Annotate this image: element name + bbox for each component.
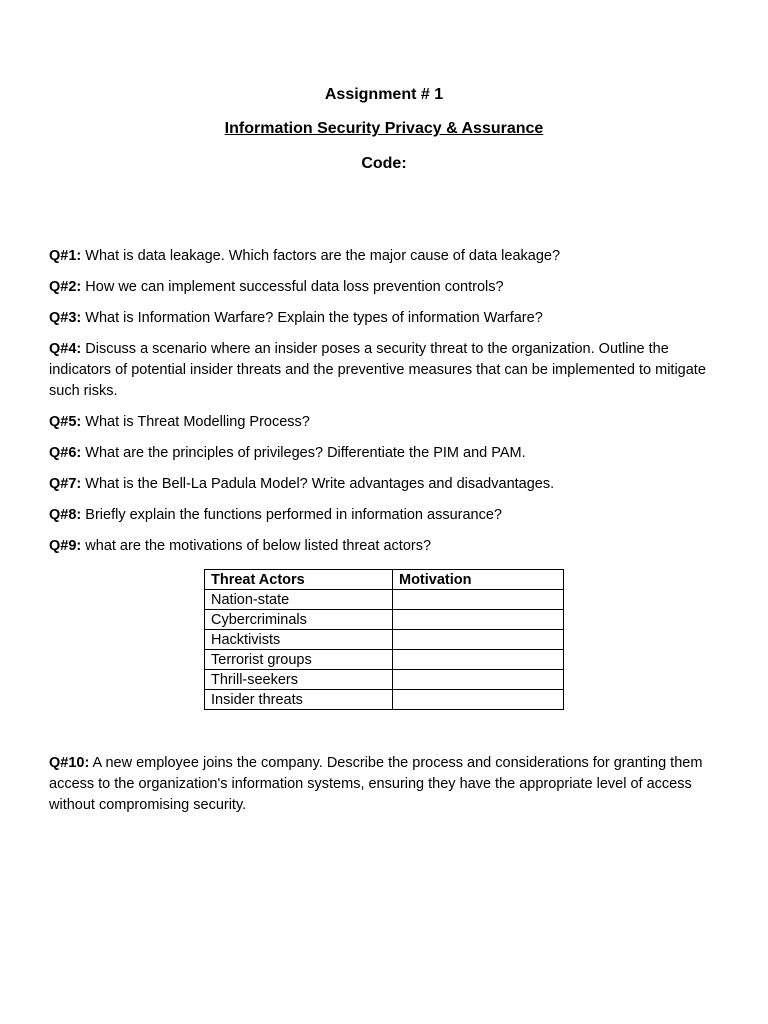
question-label: Q#6: (49, 445, 82, 461)
question-6 (49, 443, 719, 464)
table-cell-motivation (393, 590, 564, 610)
question-1 (49, 246, 719, 267)
question-text: Briefly explain the functions performed in information assurance? (81, 507, 502, 523)
question-text: What is data leakage. Which factors are the major cause of data leakage? (81, 248, 561, 264)
question-8 (49, 505, 719, 526)
course-title: Information Security Privacy & Assurance (224, 120, 544, 137)
question-label: Q#1: (49, 248, 82, 264)
table-row (205, 670, 564, 690)
question-label: Q#2: (49, 279, 82, 295)
table-cell-actor: Cybercriminals (205, 610, 393, 630)
question-10 (49, 753, 719, 816)
table-header-threat-actors: Threat Actors (205, 570, 393, 590)
table-cell-motivation (393, 630, 564, 650)
table-cell-actor: Thrill-seekers (205, 670, 393, 690)
question-text: What are the principles of privileges? Differentiate the PIM and PAM. (81, 445, 526, 461)
question-7 (49, 474, 719, 495)
question-text: A new employee joins the company. Describe the process and considerations for granting them access to the organization's information systems, ensuring they have the appropriate level of access without compromising security. (49, 754, 703, 813)
question-text: Discuss a scenario where an insider poses a security threat to the organization. Outline the indicators of potential insider threats and the preventive measures that can be implemented to mitigate such risks. (49, 341, 706, 399)
question-text: what are the motivations of below listed threat actors? (81, 538, 432, 554)
table-cell-motivation (393, 650, 564, 670)
threat-actors-table-wrapper (204, 569, 564, 710)
question-label: Q#7: (49, 476, 82, 492)
question-list (49, 246, 719, 567)
question-text: What is the Bell-La Padula Model? Write advantages and disadvantages. (81, 476, 555, 492)
question-5 (49, 412, 719, 433)
question-label: Q#3: (49, 310, 82, 326)
table-cell-motivation (393, 610, 564, 630)
table-row (205, 610, 564, 630)
table-header-motivation: Motivation (393, 570, 564, 590)
table-header-row (205, 570, 564, 590)
table-cell-actor: Insider threats (205, 690, 393, 710)
question-label: Q#4: (49, 341, 82, 357)
question-3 (49, 308, 719, 329)
question-text: How we can implement successful data loss prevention controls? (81, 279, 504, 295)
question-label: Q#8: (49, 507, 82, 523)
table-row (205, 690, 564, 710)
question-label: Q#9: (49, 538, 82, 554)
question-label: Q#10: (49, 754, 90, 771)
table-row (205, 650, 564, 670)
table-cell-actor: Hacktivists (205, 630, 393, 650)
table-cell-actor: Nation-state (205, 590, 393, 610)
question-4 (49, 339, 719, 402)
table-cell-motivation (393, 690, 564, 710)
table-cell-actor: Terrorist groups (205, 650, 393, 670)
question-label: Q#5: (49, 414, 82, 430)
question-9 (49, 536, 719, 557)
question-text: What is Threat Modelling Process? (81, 414, 310, 430)
assignment-title: Assignment # 1 (324, 86, 444, 103)
table-cell-motivation (393, 670, 564, 690)
threat-actors-table (204, 569, 564, 710)
question-text: What is Information Warfare? Explain the types of information Warfare? (81, 310, 543, 326)
code-label: Code: (361, 155, 407, 172)
question-2 (49, 277, 719, 298)
table-row (205, 630, 564, 650)
table-row (205, 590, 564, 610)
